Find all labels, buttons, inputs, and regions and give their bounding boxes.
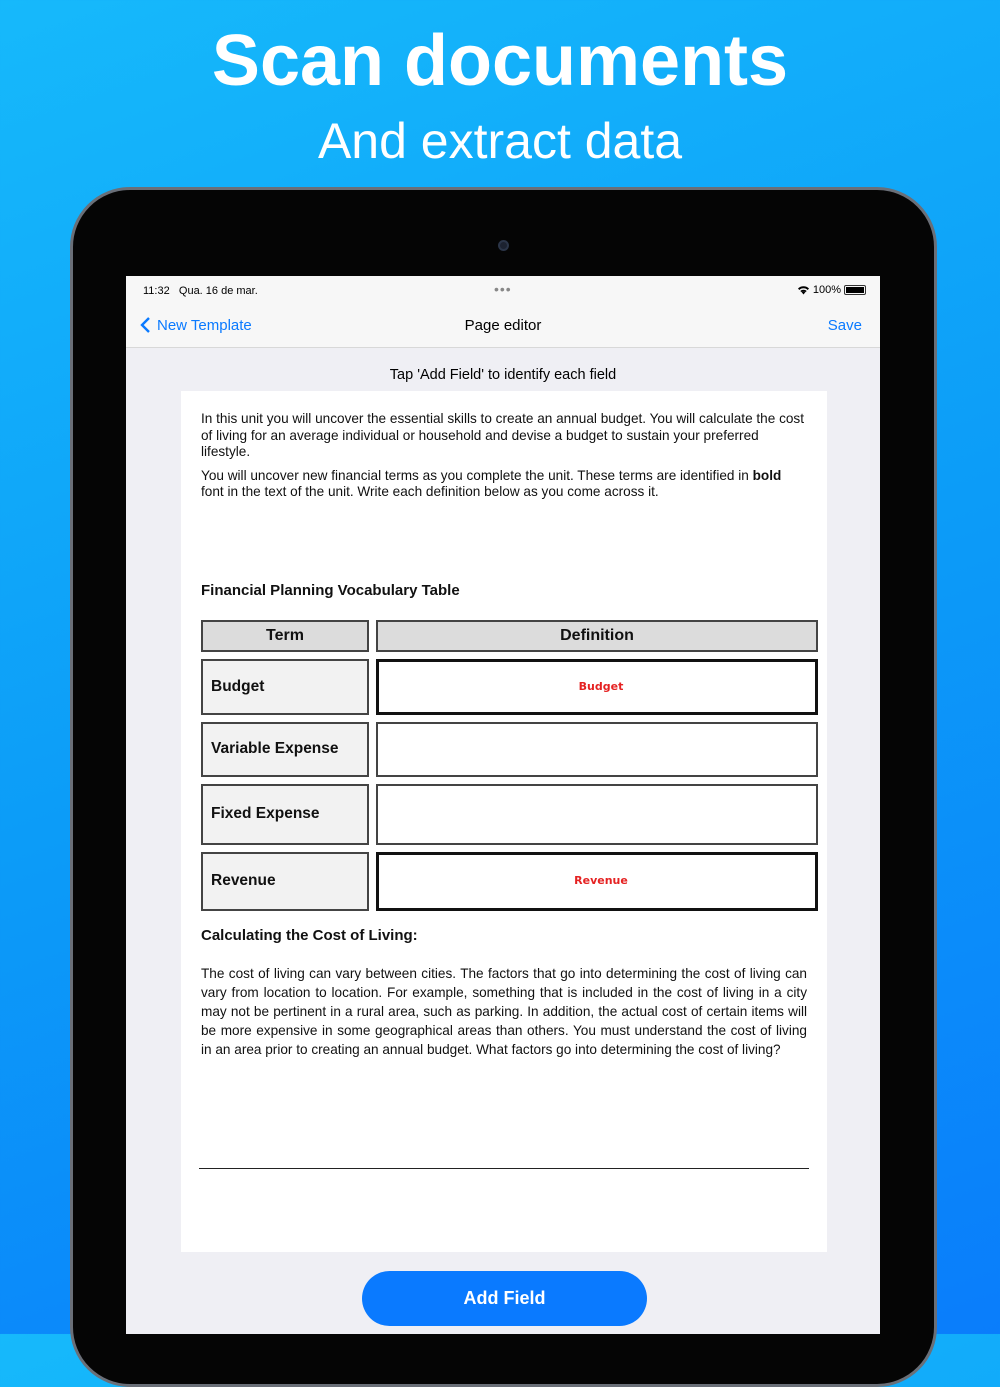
wifi-icon (797, 285, 810, 295)
status-bar (126, 276, 880, 305)
term-cell: Variable Expense (201, 722, 369, 777)
navigation-bar (126, 305, 880, 348)
instruction-text: Tap 'Add Field' to identify each field (389, 367, 617, 383)
text: You will uncover new financial terms as you complete the unit. These terms are identified in (201, 467, 753, 483)
definition-cell[interactable] (376, 722, 818, 777)
add-field-button[interactable]: Add Field (362, 1271, 647, 1326)
header-definition: Definition (376, 620, 818, 652)
back-label: New Template (157, 316, 252, 334)
camera-icon (498, 240, 509, 251)
status-time: 11:32 (143, 285, 170, 297)
field-box-budget[interactable]: Budget (376, 659, 818, 715)
table-title: Financial Planning Vocabulary Table (201, 581, 460, 599)
term-cell: Revenue (201, 852, 369, 911)
vocabulary-table (194, 613, 825, 918)
definition-cell[interactable] (376, 784, 818, 845)
document-page[interactable] (181, 391, 827, 1252)
screen (126, 276, 880, 1334)
save-button[interactable]: Save (827, 317, 862, 334)
text: font in the text of the unit. Write each definition below as you come across it. (201, 484, 659, 499)
battery-percent: 100% (812, 284, 841, 296)
header-term: Term (201, 620, 369, 652)
multitasking-dots[interactable]: ••• (494, 281, 512, 297)
cost-paragraph: The cost of living can vary between cities. The factors that go into determining the cost of living can vary from location to location. For example, something that is included in the cost of living in a city may not be pertinent in a rural area, such as parking. In addition, the actual cost of certain items will be more expensive in some geographical areas than others. You must understand the cost of living in an area prior to creating an annual budget. What factors go into determining the cost of living? (201, 965, 807, 1057)
page-title: Page editor (464, 317, 542, 334)
promo-subtitle: And extract data (317, 113, 683, 169)
bold-word: bold (752, 467, 782, 483)
field-box-revenue[interactable]: Revenue (376, 852, 818, 911)
term-cell: Fixed Expense (201, 784, 369, 845)
intro-paragraph-2 (201, 468, 807, 501)
answer-line (199, 1168, 809, 1169)
status-date: Qua. 16 de mar. (178, 285, 258, 297)
intro-paragraph-1: In this unit you will uncover the essential skills to create an annual budget. You will calculate the cost of living for an average individual or household and devise a budget to sustain your preferred lifestyle. (201, 411, 805, 459)
section-heading: Calculating the Cost of Living: (201, 927, 418, 944)
term-cell: Budget (201, 659, 369, 715)
battery-icon (844, 285, 866, 295)
promo-title: Scan documents (211, 21, 789, 101)
